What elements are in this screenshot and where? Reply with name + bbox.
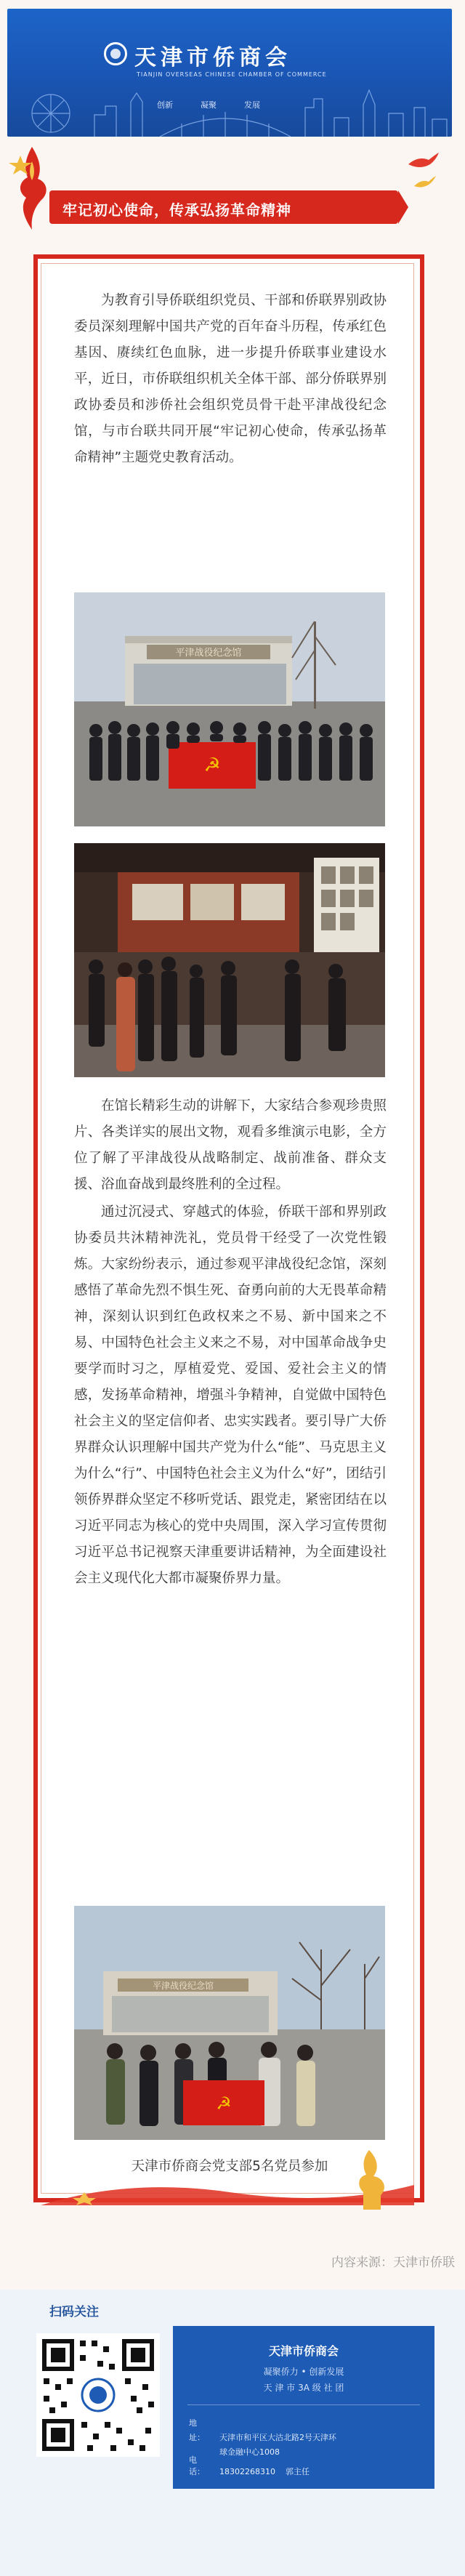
- article-paragraph: 为教育引导侨联组织党员、干部和侨联界别政协委员深刻理解中国共产党的百年奋斗历程，传承红色基因、赓续红色血脉，进一步提升侨联事业建设水平，近日，市侨联组织机关全体干部、部分侨联界别政协委员和涉侨社会组织党员骨干赴平津战役纪念馆，与市台联共同开展“牢记初心使命，传承弘扬革命精神”主题党史教育活动。: [74, 293, 387, 465]
- city-skyline-illustration: [7, 86, 452, 137]
- contact-card: [173, 2326, 434, 2489]
- group-photo-memorial: [74, 592, 385, 826]
- article-paragraph: 在馆长精彩生动的讲解下，大家结合参观珍贵照片、各类详实的展出文物，观看多维演示电影，全方位了解了平津战役从战略制定、战前准备、群众支援、浴血奋战到最终胜利的全过程。: [74, 1098, 387, 1192]
- slogan: 创新: [157, 100, 173, 110]
- logo-icon: [104, 42, 127, 65]
- contact-divider: [187, 2404, 420, 2405]
- footer: [0, 2290, 465, 2576]
- party-members-group-photo: [74, 1906, 385, 2140]
- memorial-sign: 平津战役纪念馆: [175, 648, 242, 659]
- contact-phone: [189, 2454, 310, 2477]
- svg-text:☭: ☭: [203, 754, 221, 776]
- gold-flower-icon: [6, 154, 35, 176]
- content-source: 内容来源：天津市侨联: [331, 2255, 455, 2270]
- qr-code-icon[interactable]: [36, 2333, 160, 2457]
- banner-title: 天津市侨商会: [134, 45, 291, 71]
- banner-subtitle: TIANJIN OVERSEAS CHINESE CHAMBER OF COMMERCE: [137, 71, 327, 78]
- contact-address: [189, 2416, 336, 2460]
- section-title: 牢记初心使命，传承弘扬革命精神: [62, 201, 291, 219]
- article-paragraph: 通过沉浸式、穿越式的体验，侨联干部和界别政协委员共沐精神洗礼，党员骨干经受了一次党性锻炼。大家纷纷表示，通过参观平津战役纪念馆，深刻感悟了革命先烈不惧生死、奋勇向前的大无畏革命精神，深刻认识到红色政权来之不易、新中国来之不易、中国特色社会主义来之不易，对中国革命战争史要学而时习之，厚植爱党、爱国、爱社会主义的情感，发扬革命精神，增强斗争精神，自觉做中国特色社会主义的坚定信仰者、忠实实践者。要引导广大侨界群众认识理解中国共产党为什么“能”、马克思主义为什么“行”、中国特色社会主义为什么“好”，团结引领侨界群众坚定不移听党话、跟党走，紧密团结在以习近平同志为核心的党中央周围，深入学习宣传贯彻习近平总书记视察天津重要讲话精神，为全面建设社会主义现代化大都市凝聚侨界力量。: [74, 1204, 387, 1586]
- scan-follow-label: 扫码关注: [49, 2305, 99, 2319]
- slogan: 凝聚: [201, 100, 217, 110]
- contact-motto: 凝聚侨力 • 创新发展: [263, 2367, 344, 2377]
- bird-decoration-icon: [404, 150, 440, 193]
- phone-number[interactable]: 18302268310: [219, 2467, 275, 2476]
- photo-caption: 天津市侨商会党支部5名党员参加: [131, 2159, 328, 2174]
- exhibition-hall-photo: [74, 843, 385, 1077]
- address-line: 天津市和平区大沽北路2号天津环: [219, 2433, 336, 2442]
- address-line: 球金融中心1008: [219, 2447, 280, 2457]
- contact-person: 郭主任: [285, 2467, 310, 2476]
- contact-org-name: 天津市侨商会: [268, 2344, 339, 2358]
- contact-rating: 天 津 市 3A 级 社 团: [263, 2383, 344, 2393]
- slogan: 发展: [244, 100, 260, 110]
- ribbon-tail: [398, 190, 408, 224]
- svg-text:☭: ☭: [216, 2093, 232, 2114]
- phone-label: 电 话：: [189, 2455, 205, 2476]
- hand-flame-icon: [347, 2144, 398, 2210]
- section-title-ribbon: [49, 190, 398, 224]
- header-banner: [7, 9, 452, 137]
- memorial-sign: 平津战役纪念馆: [152, 1981, 214, 1991]
- address-label: 地 址：: [189, 2418, 205, 2442]
